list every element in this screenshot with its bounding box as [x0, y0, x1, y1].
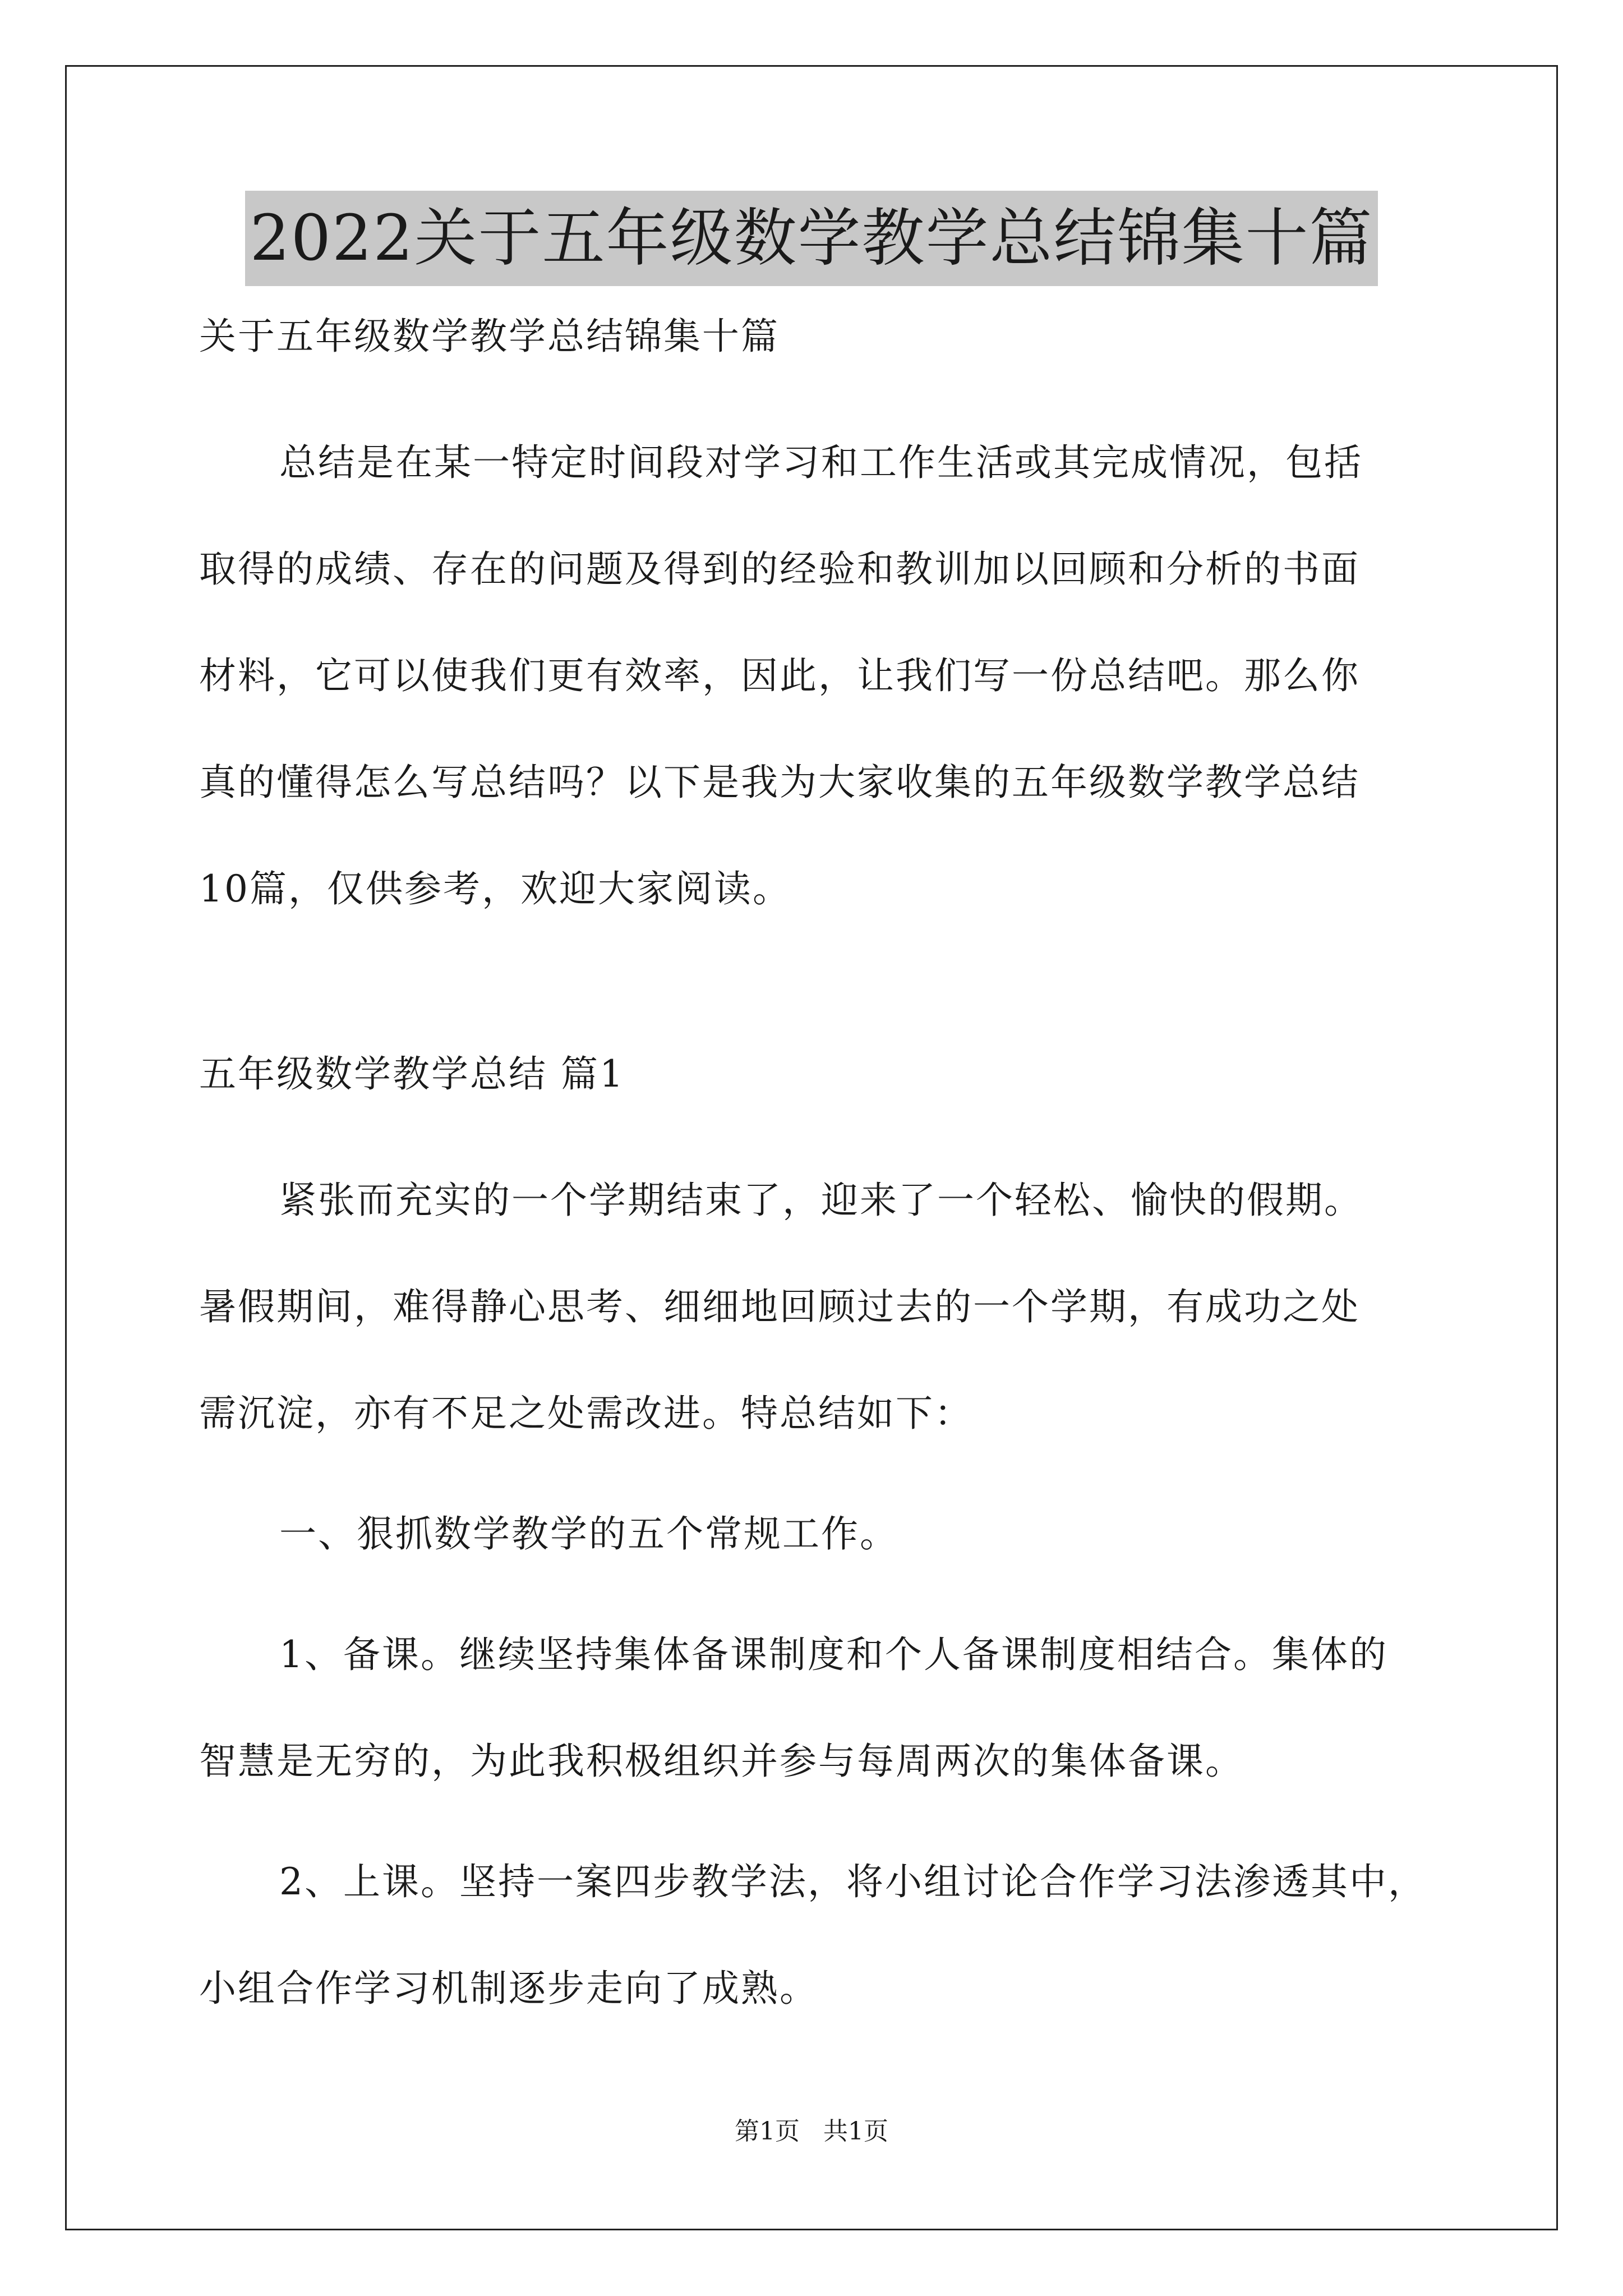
section-1-line-7: 2、上课。坚持一案四步教学法，将小组讨论合作学习法渗透其中， [279, 1860, 1427, 1903]
section-1-line-2: 暑假期间，难得静心思考、细细地回顾过去的一个学期，有成功之处 [199, 1285, 1360, 1328]
intro-line-3: 材料，它可以使我们更有效率，因此，让我们写一份总结吧。那么你 [199, 654, 1360, 697]
title-container [0, 191, 1623, 286]
intro-line-2: 取得的成绩、存在的问题及得到的经验和教训加以回顾和分析的书面 [199, 547, 1360, 591]
section-1-line-8: 小组合作学习机制逐步走向了成熟。 [199, 1967, 818, 2010]
section-1-line-6: 智慧是无穷的，为此我积极组织并参与每周两次的集体备课。 [199, 1740, 1244, 1783]
section-1-line-1: 紧张而充实的一个学期结束了，迎来了一个轻松、愉快的假期。 [279, 1179, 1363, 1222]
document-subtitle: 关于五年级数学教学总结锦集十篇 [199, 315, 780, 358]
section-1-heading: 五年级数学教学总结 篇1 [199, 1052, 625, 1096]
document-title: 2022关于五年级数学教学总结锦集十篇 [245, 191, 1377, 286]
section-1-line-4: 一、狠抓数学教学的五个常规工作。 [279, 1512, 898, 1556]
section-1-line-5: 1、备课。继续坚持集体备课制度和个人备课制度相结合。集体的 [279, 1633, 1388, 1676]
intro-line-4: 真的懂得怎么写总结吗？以下是我为大家收集的五年级数学教学总结 [199, 761, 1360, 804]
intro-line-1: 总结是在某一特定时间段对学习和工作生活或其完成情况，包括 [279, 441, 1363, 484]
intro-line-5: 10篇，仅供参考，欢迎大家阅读。 [199, 867, 791, 910]
section-1-line-3: 需沉淀，亦有不足之处需改进。特总结如下： [199, 1392, 973, 1435]
page-footer: 第1页 共1页 [735, 2117, 888, 2146]
